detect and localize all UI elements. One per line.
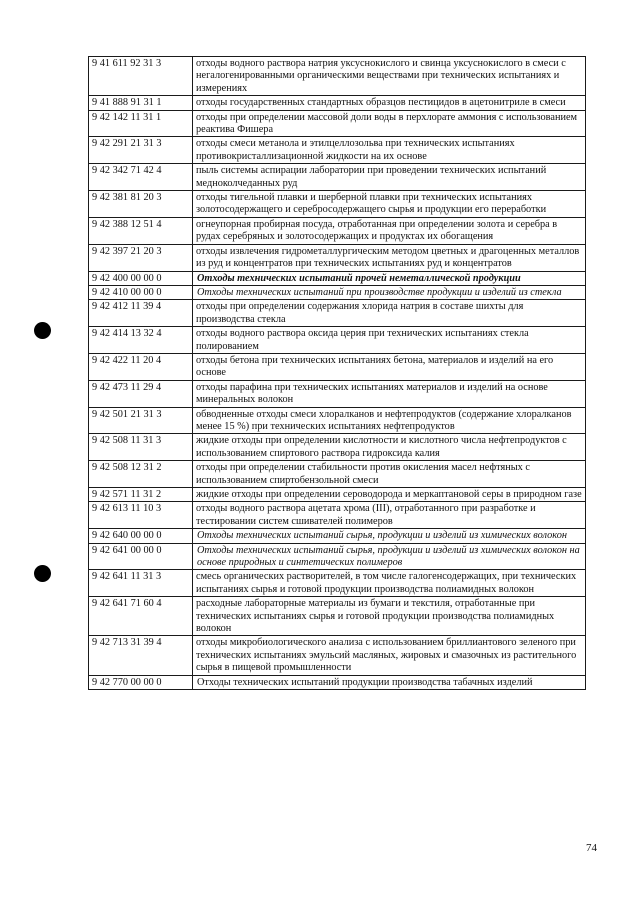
- code-cell: 9 42 414 13 32 4: [89, 327, 193, 354]
- description-cell: отходы при определении массовой доли воды в перхлорате аммония с использованием реактива Фишера: [193, 110, 586, 137]
- table-row: [89, 570, 586, 597]
- description-cell: отходы водного раствора ацетата хрома (III), отработанного при разработке и тестировании систем сшивателей полимеров: [193, 502, 586, 529]
- code-cell: 9 42 770 00 00 0: [89, 675, 193, 689]
- description-cell: отходы при определении содержания хлорида натрия в составе шихты для производства стекла: [193, 300, 586, 327]
- subgroup-title-cell: Отходы технических испытаний сырья, продукции и изделий из химических волокон: [193, 529, 586, 543]
- code-cell: 9 42 422 11 20 4: [89, 353, 193, 380]
- table-row: [89, 502, 586, 529]
- code-cell: 9 42 397 21 20 3: [89, 244, 193, 271]
- group-header-row: [89, 271, 586, 285]
- description-cell: отходы микробиологического анализа с использованием бриллиантового зеленого при технических испытаниях эмульсий масляных, жировых и смазочных из растительного сырья в пищевой промышленности: [193, 636, 586, 675]
- table-row: [89, 191, 586, 218]
- page-number: 74: [586, 842, 597, 854]
- table-row: [89, 461, 586, 488]
- table-row: [89, 57, 586, 96]
- description-cell: отходы водного раствора натрия уксуснокислого и свинца уксуснокислого в смеси с негалогенированными органическими веществами при технических испытаниях и измерениях: [193, 57, 586, 96]
- code-cell: 9 42 641 11 31 3: [89, 570, 193, 597]
- subgroup-header-row: [89, 285, 586, 299]
- code-cell: 9 42 142 11 31 1: [89, 110, 193, 137]
- code-cell: 9 42 342 71 42 4: [89, 164, 193, 191]
- code-cell: 9 42 501 21 31 3: [89, 407, 193, 434]
- table-row: [89, 96, 586, 110]
- subgroup-header-row: [89, 543, 586, 570]
- description-cell: жидкие отходы при определении сероводорода и меркаптановой серы в природном газе: [193, 488, 586, 502]
- description-cell: обводненные отходы смеси хлоралканов и нефтепродуктов (содержание хлоралканов менее 15 %) при технических испытаниях нефтепродуктов: [193, 407, 586, 434]
- group-title-cell: Отходы технических испытаний прочей неметаллической продукции: [193, 271, 586, 285]
- description-cell: огнеупорная пробирная посуда, отработанная при определении золота и серебра в рудах серебряных и золотосодержащих и продуктах их обогащения: [193, 217, 586, 244]
- code-cell: 9 42 641 71 60 4: [89, 597, 193, 636]
- table-row: [89, 300, 586, 327]
- code-cell: 9 42 381 81 20 3: [89, 191, 193, 218]
- subgroup-title-cell: Отходы технических испытаний при производстве продукции и изделий из стекла: [193, 285, 586, 299]
- description-cell: отходы извлечения гидрометаллургическим методом цветных и драгоценных металлов из руд и концентратов при технических испытаниях руд и концентратов: [193, 244, 586, 271]
- table-row: [89, 380, 586, 407]
- subgroup-header-row: [89, 529, 586, 543]
- description-cell: отходы тигельной плавки и шерберной плавки при технических испытаниях золотосодержащего и серебросодержащего сырья и продукции его переработки: [193, 191, 586, 218]
- code-cell: 9 42 508 11 31 3: [89, 434, 193, 461]
- description-cell: отходы при определении стабильности против окисления масел нефтяных с использованием спиртобензольной смеси: [193, 461, 586, 488]
- table-row: [89, 597, 586, 636]
- table-row: [89, 244, 586, 271]
- description-cell: отходы парафина при технических испытаниях материалов и изделий на основе минеральных волокон: [193, 380, 586, 407]
- description-cell: отходы смеси метанола и этилцеллозольва при технических испытаниях противокристаллизационной жидкости на их основе: [193, 137, 586, 164]
- code-cell: 9 42 388 12 51 4: [89, 217, 193, 244]
- code-cell: 9 42 291 21 31 3: [89, 137, 193, 164]
- code-cell: 9 42 713 31 39 4: [89, 636, 193, 675]
- table-row: [89, 164, 586, 191]
- group-header-row: [89, 675, 586, 689]
- description-cell: смесь органических растворителей, в том числе галогенсодержащих, при технических испытаниях сырья и готовой продукции производства полиамидных волокон: [193, 570, 586, 597]
- code-cell: 9 42 400 00 00 0: [89, 271, 193, 285]
- table-row: [89, 137, 586, 164]
- subgroup-title-cell: Отходы технических испытаний сырья, продукции и изделий из химических волокон на основе природных и синтетических полимеров: [193, 543, 586, 570]
- code-cell: 9 42 410 00 00 0: [89, 285, 193, 299]
- table-row: [89, 353, 586, 380]
- table-row: [89, 636, 586, 675]
- code-cell: 9 42 412 11 39 4: [89, 300, 193, 327]
- table-row: [89, 407, 586, 434]
- punch-hole-bottom: [34, 565, 51, 582]
- code-cell: 9 42 641 00 00 0: [89, 543, 193, 570]
- table-row: [89, 434, 586, 461]
- description-cell: отходы бетона при технических испытаниях бетона, материалов и изделий на его основе: [193, 353, 586, 380]
- code-cell: 9 42 640 00 00 0: [89, 529, 193, 543]
- table-row: [89, 327, 586, 354]
- description-cell: жидкие отходы при определении кислотности и кислотного числа нефтепродуктов с использованием спиртового раствора гидроксида калия: [193, 434, 586, 461]
- description-cell: расходные лабораторные материалы из бумаги и текстиля, отработанные при технических испытаниях сырья и готовой продукции производства полиамидных волокон: [193, 597, 586, 636]
- code-cell: 9 41 611 92 31 3: [89, 57, 193, 96]
- code-cell: 9 42 473 11 29 4: [89, 380, 193, 407]
- group-title-cell: Отходы технических испытаний продукции производства табачных изделий: [193, 675, 586, 689]
- description-cell: отходы государственных стандартных образцов пестицидов в ацетонитриле в смеси: [193, 96, 586, 110]
- punch-hole-top: [34, 322, 51, 339]
- waste-codes-table: [88, 56, 586, 690]
- table-row: [89, 488, 586, 502]
- description-cell: отходы водного раствора оксида церия при технических испытаниях стекла полированием: [193, 327, 586, 354]
- code-cell: 9 42 571 11 31 2: [89, 488, 193, 502]
- description-cell: пыль системы аспирации лаборатории при проведении технических испытаний медноколчеданных руд: [193, 164, 586, 191]
- code-cell: 9 42 508 12 31 2: [89, 461, 193, 488]
- table-row: [89, 110, 586, 137]
- table-row: [89, 217, 586, 244]
- code-cell: 9 41 888 91 31 1: [89, 96, 193, 110]
- code-cell: 9 42 613 11 10 3: [89, 502, 193, 529]
